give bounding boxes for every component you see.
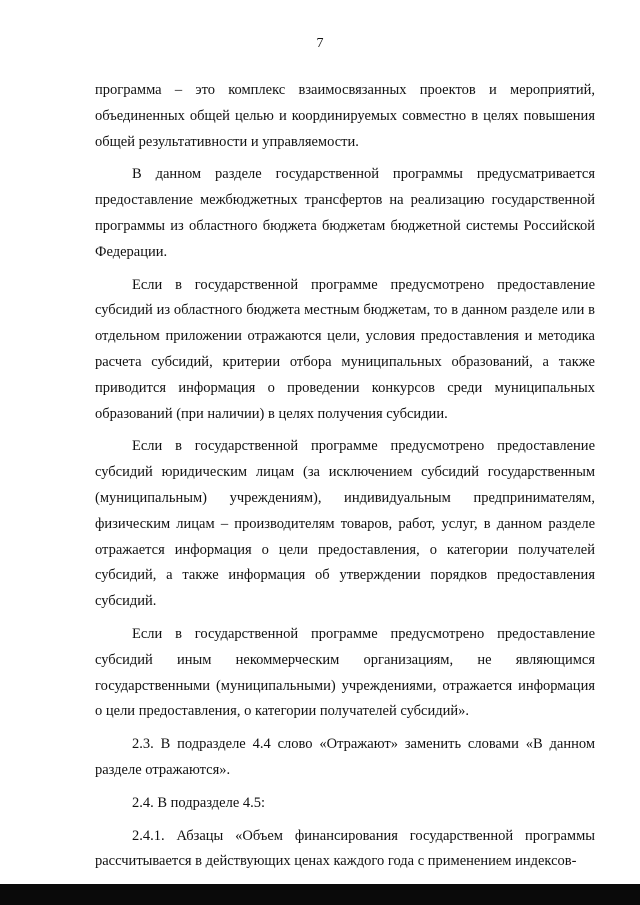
paragraph: Если в государственной программе предусмотрено предоставление субсидий из областного бюджета местным бюджетам, то в данном разделе или в отдельном приложении отражаются цели, условия предоставления и методика расчета субсидий, критерии отбора муниципальных образований, а также приводится информация о проведении конкурсов среди муниципальных образований (при наличии) в целях получения субсидии. (95, 276, 595, 422)
page-number: 7 (316, 36, 324, 51)
paragraph: Если в государственной программе предусмотрено предоставление субсидий иным некоммерческим организациям, не являющимся государственными (муниципальными) учреждениями, отражается информация о цели предоставления, о категории получателей субсидий». (95, 625, 595, 720)
paragraph: 2.3. В подразделе 4.4 слово «Отражают» заменить словами «В данном разделе отражаются». (95, 736, 595, 778)
paragraph: В данном разделе государственной программы предусматривается предоставление межбюджетных трансфертов на реализацию государственной программы из областного бюджета бюджетам бюджетной системы Российской Федерации. (95, 166, 595, 260)
paragraph: 2.4. В подразделе 4.5: (132, 794, 266, 811)
paragraph: Если в государственной программе предусмотрено предоставление субсидий юридическим лицам (за исключением субсидий государственным (муниципальным) учреждениям), индивидуальным предпринимателям, физическим лицам – производителям товаров, работ, услуг, в данном разделе отражается информация о цели предоставления, о категории получателей субсидий, а также информация об утверждении порядков предоставления субсидий. (95, 438, 595, 610)
scan-edge-bar (0, 884, 640, 905)
paragraph: 2.4.1. Абзацы «Объем финансирования государственной программы рассчитывается в действующих ценах каждого года с применением индексов- (95, 827, 595, 870)
document-body (95, 78, 595, 875)
paragraph: программа – это комплекс взаимосвязанных проектов и мероприятий, объединенных общей целью и координируемых совместно в целях повышения общей результативности и управляемости. (95, 82, 595, 150)
